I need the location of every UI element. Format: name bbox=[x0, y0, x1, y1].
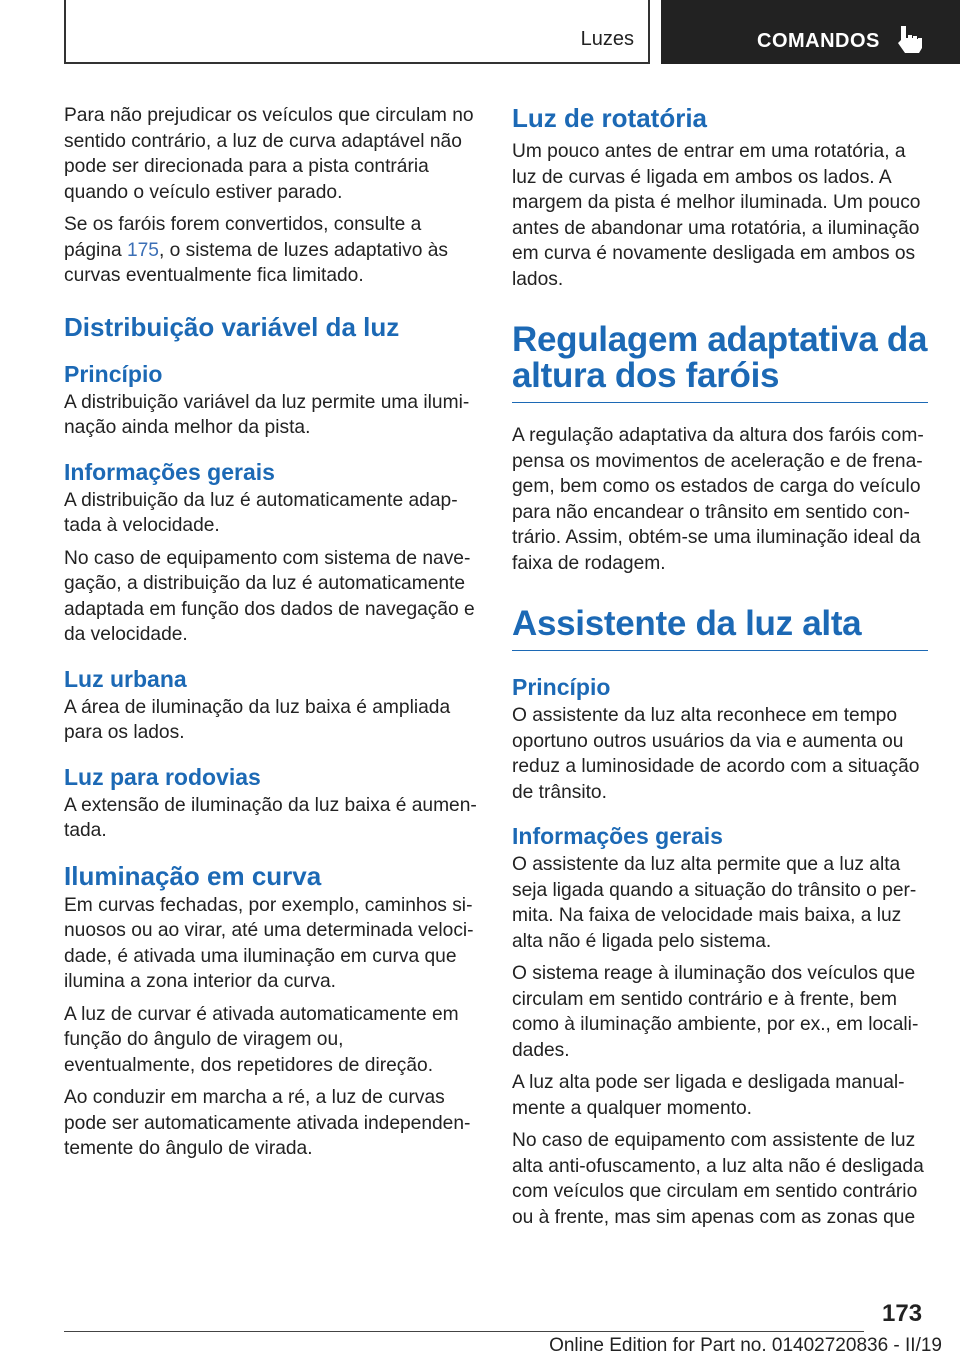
paragraph: A distribuição da luz é automaticamente adaptada à velocidade. bbox=[64, 489, 458, 536]
paragraph bbox=[64, 212, 480, 289]
header-section-box bbox=[64, 0, 650, 64]
section-title: Luzes bbox=[580, 28, 634, 50]
paragraph: A área de iluminação da luz baixa é ampliada para os lados. bbox=[64, 696, 451, 743]
paragraph: Em curvas fechadas, por exemplo, caminhos sinuosos ou ao virar, até uma determinada velocidade, é ativada uma iluminação em curva que ilumina a zona interior da curva. bbox=[64, 894, 474, 992]
paragraph: A distribuição variável da luz permite uma iluminação ainda melhor da pista. bbox=[64, 391, 470, 438]
heading-highway-light: Luz para rodovias bbox=[64, 763, 261, 790]
paragraph-text: Se os faróis forem convertidos, consulte a página bbox=[64, 214, 422, 261]
chapter-title: COMANDOS bbox=[757, 30, 880, 52]
heading-distribution: Distribuição variável da luz bbox=[64, 311, 400, 342]
paragraph: Para não prejudicar os veículos que circulam no sentido contrário, a luz de curva adaptável não pode ser direcionada para a pista contrária quando o veículo estiver parado. bbox=[64, 105, 474, 203]
paragraph: Um pouco antes de entrar em uma rotatória, a luz de curvas é ligada em ambos os lados. A margem da pista é melhor iluminada. Um pouco antes de abandonar uma rotatória, a iluminação em curva é novamente desligada em ambos os lados. bbox=[512, 141, 921, 290]
paragraph: No caso de equipamento com sistema de navegação, a distribuição da luz é automaticamente adaptada em função dos dados de navegação e da velocidade. bbox=[64, 547, 475, 645]
footer-divider bbox=[64, 1331, 864, 1332]
paragraph: No caso de equipamento com assistente de luz alta anti-ofuscamento, a luz alta não é desligada com veículos que circulam em sentido contrário ou à frente, mas sim apenas com as zonas que bbox=[512, 1130, 924, 1228]
pointing-hand-icon bbox=[897, 24, 923, 54]
heading-general-info: Informações gerais bbox=[512, 823, 723, 849]
paragraph: O assistente da luz alta permite que a luz alta seja ligada quando a situação do trânsito o permita. Na faixa de velocidade mais baixa, a luz alta não é ligada pelo sistema. bbox=[512, 854, 917, 952]
paragraph: O assistente da luz alta reconhece em tempo oportuno outros usuários da via e aumenta ou reduz a luminosidade de acordo com a situação de trânsito. bbox=[512, 705, 920, 803]
heading-roundabout-light: Luz de rotatória bbox=[512, 103, 708, 133]
paragraph: A luz alta pode ser ligada e desligada manualmente a qualquer momento. bbox=[512, 1072, 905, 1119]
heading-urban-light: Luz urbana bbox=[64, 665, 187, 692]
page-link[interactable]: 175 bbox=[126, 239, 159, 261]
edition-note: Online Edition for Part no. 01402720836 - II/19 bbox=[549, 1335, 942, 1356]
heading-principle: Princípio bbox=[512, 674, 611, 700]
paragraph: A regulação adaptativa da altura dos faróis compensa os movimentos de aceleração e de frenagem, bem como os estados de carga do veículo para não encandear o trânsito em sentido contrário. Assim, obtém-se uma iluminação ideal da faixa de rodagem. bbox=[512, 425, 924, 574]
right-column bbox=[512, 103, 928, 1237]
left-column bbox=[64, 103, 480, 1169]
paragraph: O sistema reage à iluminação dos veículos que circulam em sentido contrário e à frente, bem como à iluminação ambiente, por ex., em localidades. bbox=[512, 963, 919, 1061]
heading-general-info: Informações gerais bbox=[64, 458, 275, 485]
paragraph: Ao conduzir em marcha a ré, a luz de curvas pode ser automaticamente ativada independentemente do ângulo de virada. bbox=[64, 1087, 471, 1159]
heading-high-beam-assistant: Assistente da luz alta bbox=[512, 606, 928, 651]
heading-curve-lighting: Iluminação em curva bbox=[64, 860, 322, 891]
heading-principle: Princípio bbox=[64, 360, 163, 387]
paragraph: A luz de curvar é ativada automaticamente em função do ângulo de viragem ou, eventualmente, dos repetidores de direção. bbox=[64, 1003, 459, 1076]
page-number: 173 bbox=[882, 1300, 923, 1327]
paragraph: A extensão de iluminação da luz baixa é aumentada. bbox=[64, 794, 477, 841]
heading-adaptive-headlight-range: Regulagem adaptativa da altura dos faróis bbox=[512, 322, 928, 403]
paragraph-text: , o sistema de luzes adaptativo às curvas eventualmente fica limitado. bbox=[64, 239, 449, 286]
chapter-tab bbox=[661, 0, 960, 64]
